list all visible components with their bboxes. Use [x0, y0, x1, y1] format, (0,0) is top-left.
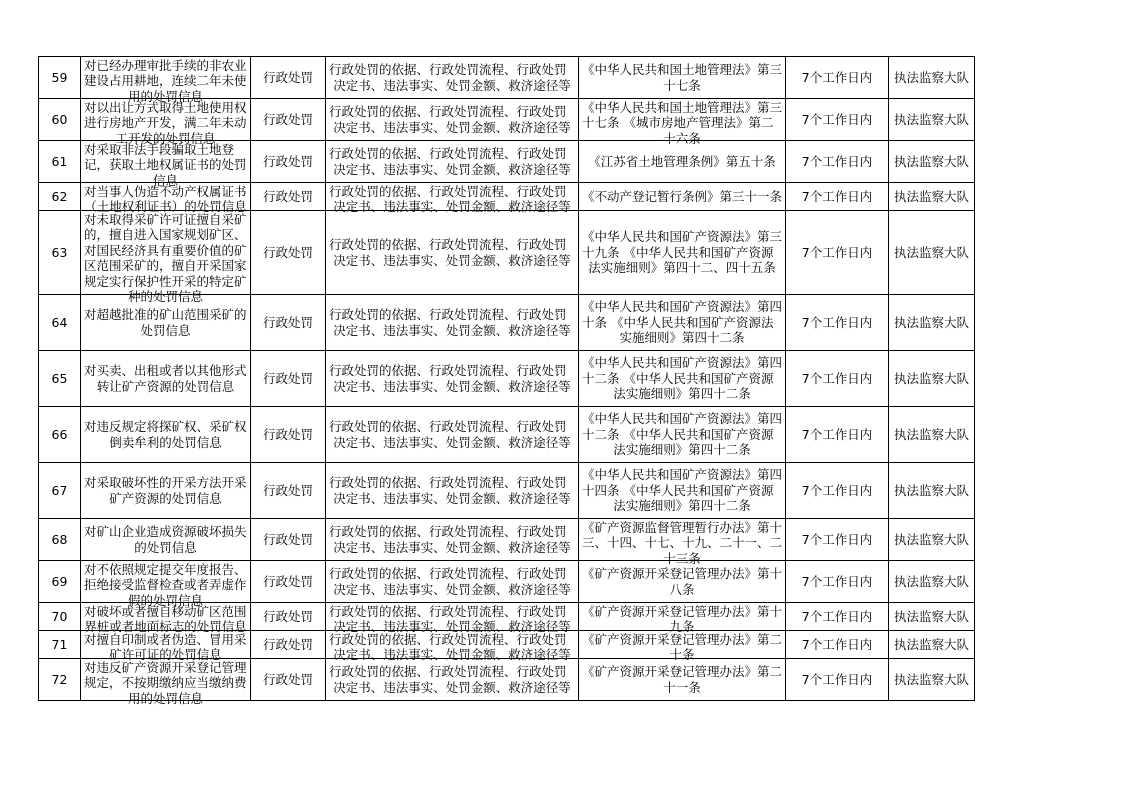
matter-cell	[81, 183, 251, 214]
content-cell-text: 行政处罚的依据、行政处罚流程、行政处罚决定书、违法事实、处罚金额、救济途径等	[329, 475, 571, 506]
deadline-cell-text: 7个工作日内	[801, 188, 873, 204]
row-number-cell	[39, 351, 81, 407]
disclosure-table	[38, 56, 975, 706]
category-cell	[251, 211, 326, 295]
legal-basis-cell-text: 《不动产登记暂行条例》第三十一条	[582, 188, 783, 204]
department-cell-text: 执法监察大队	[893, 426, 969, 442]
content-cell-text: 行政处罚的依据、行政处罚流程、行政处罚决定书、违法事实、处罚金额、救济途径等	[329, 631, 571, 662]
content-cell	[326, 603, 579, 634]
deadline-cell-text: 7个工作日内	[801, 531, 873, 547]
table-row	[39, 141, 975, 183]
deadline-cell	[786, 407, 889, 463]
row-number-cell	[39, 603, 81, 631]
deadline-cell-text: 7个工作日内	[801, 153, 873, 169]
deadline-cell-text: 7个工作日内	[801, 69, 873, 85]
matter-cell	[81, 211, 251, 304]
matter-cell-text: 对不依照规定提交年度报告、拒绝接受监督检查或者弄虚作假的处罚信息	[84, 561, 247, 608]
matter-cell-text: 对违反规定将探矿权、采矿权倒卖牟利的处罚信息	[84, 419, 247, 450]
deadline-cell	[786, 463, 889, 519]
content-cell	[326, 519, 579, 561]
legal-basis-cell-text: 《中华人民共和国土地管理法》第三十七条 《城市房地产管理法》第二十六条	[582, 99, 783, 146]
content-cell-text: 行政处罚的依据、行政处罚流程、行政处罚决定书、违法事实、处罚金额、救济途径等	[329, 566, 571, 597]
category-cell-text: 行政处罚	[262, 153, 313, 169]
legal-basis-cell	[579, 407, 786, 463]
content-cell-text: 行政处罚的依据、行政处罚流程、行政处罚决定书、违法事实、处罚金额、救济途径等	[329, 419, 571, 450]
category-cell-text: 行政处罚	[262, 69, 313, 85]
category-cell	[251, 659, 326, 701]
deadline-cell	[786, 603, 889, 631]
content-cell-text: 行政处罚的依据、行政处罚流程、行政处罚决定书、违法事实、处罚金额、救济途径等	[329, 146, 571, 177]
deadline-cell	[786, 631, 889, 659]
row-number-cell-text: 69	[51, 573, 68, 589]
row-number-cell-text: 63	[51, 244, 68, 260]
category-cell	[251, 141, 326, 183]
department-cell-text: 执法监察大队	[893, 314, 969, 330]
row-number-cell-text: 66	[51, 426, 68, 442]
legal-basis-cell	[579, 561, 786, 603]
department-cell-text: 执法监察大队	[893, 531, 969, 547]
category-cell-text: 行政处罚	[262, 608, 313, 624]
row-number-cell	[39, 407, 81, 463]
row-number-cell	[39, 295, 81, 351]
row-number-cell	[39, 659, 81, 701]
deadline-cell	[786, 561, 889, 603]
content-cell	[326, 211, 579, 295]
content-cell	[326, 183, 579, 214]
legal-basis-cell	[579, 295, 786, 351]
deadline-cell	[786, 659, 889, 701]
content-cell	[326, 631, 579, 662]
category-cell	[251, 463, 326, 519]
legal-basis-cell	[579, 183, 786, 211]
row-number-cell	[39, 99, 81, 141]
category-cell	[251, 99, 326, 141]
legal-basis-cell	[579, 603, 786, 634]
row-number-cell	[39, 631, 81, 659]
category-cell-text: 行政处罚	[262, 370, 313, 386]
matter-cell-text: 对擅自印制或者伪造、冒用采矿许可证的处罚信息	[84, 631, 247, 662]
deadline-cell-text: 7个工作日内	[801, 636, 873, 652]
row-number-cell	[39, 183, 81, 211]
legal-basis-cell	[579, 99, 786, 146]
matter-cell	[81, 57, 251, 104]
content-cell	[326, 407, 579, 463]
category-cell	[251, 631, 326, 659]
category-cell	[251, 519, 326, 561]
content-cell-text: 行政处罚的依据、行政处罚流程、行政处罚决定书、违法事实、处罚金额、救济途径等	[329, 104, 571, 135]
content-cell-text: 行政处罚的依据、行政处罚流程、行政处罚决定书、违法事实、处罚金额、救济途径等	[329, 664, 571, 695]
deadline-cell-text: 7个工作日内	[801, 244, 873, 260]
row-number-cell-text: 68	[51, 531, 68, 547]
category-cell	[251, 183, 326, 211]
content-cell-text: 行政处罚的依据、行政处罚流程、行政处罚决定书、违法事实、处罚金额、救济途径等	[329, 363, 571, 394]
legal-basis-cell	[579, 631, 786, 662]
department-cell-text: 执法监察大队	[893, 370, 969, 386]
category-cell-text: 行政处罚	[262, 573, 313, 589]
department-cell	[889, 99, 975, 141]
department-cell-text: 执法监察大队	[893, 111, 969, 127]
content-cell	[326, 99, 579, 141]
department-cell	[889, 519, 975, 561]
category-cell-text: 行政处罚	[262, 482, 313, 498]
content-cell-text: 行政处罚的依据、行政处罚流程、行政处罚决定书、违法事实、处罚金额、救济途径等	[329, 62, 571, 93]
category-cell-text: 行政处罚	[262, 636, 313, 652]
row-number-cell	[39, 519, 81, 561]
row-number-cell	[39, 141, 81, 183]
row-number-cell	[39, 57, 81, 99]
department-cell	[889, 603, 975, 631]
department-cell-text: 执法监察大队	[893, 573, 969, 589]
matter-cell-text: 对矿山企业造成资源破坏损失的处罚信息	[84, 524, 247, 555]
content-cell	[326, 659, 579, 701]
matter-cell-text: 对超越批准的矿山范围采矿的处罚信息	[84, 307, 247, 338]
row-number-cell-text: 65	[51, 370, 68, 386]
content-cell-text: 行政处罚的依据、行政处罚流程、行政处罚决定书、违法事实、处罚金额、救济途径等	[329, 307, 571, 338]
content-cell-text: 行政处罚的依据、行政处罚流程、行政处罚决定书、违法事实、处罚金额、救济途径等	[329, 524, 571, 555]
department-cell	[889, 659, 975, 701]
matter-cell-text: 对采取非法手段骗取土地登记，获取土地权属证书的处罚信息	[84, 141, 247, 188]
legal-basis-cell-text: 《矿产资源开采登记管理办法》第十九条	[582, 603, 783, 634]
matter-cell	[81, 141, 251, 188]
department-cell-text: 执法监察大队	[893, 188, 969, 204]
deadline-cell	[786, 57, 889, 99]
department-cell	[889, 561, 975, 603]
matter-cell	[81, 99, 251, 146]
legal-basis-cell-text: 《江苏省土地管理条例》第五十条	[588, 153, 776, 169]
legal-basis-cell-text: 《中华人民共和国矿产资源法》第四十四条 《中华人民共和国矿产资源法实施细则》第四十二条	[582, 467, 783, 514]
department-cell-text: 执法监察大队	[893, 153, 969, 169]
department-cell-text: 执法监察大队	[893, 636, 969, 652]
category-cell	[251, 295, 326, 351]
department-cell	[889, 463, 975, 519]
table-row	[39, 211, 975, 295]
content-cell	[326, 141, 579, 183]
row-number-cell-text: 71	[51, 636, 68, 652]
row-number-cell-text: 61	[51, 153, 68, 169]
category-cell-text: 行政处罚	[262, 531, 313, 547]
matter-cell-text: 对买卖、出租或者以其他形式转让矿产资源的处罚信息	[84, 363, 247, 394]
category-cell	[251, 407, 326, 463]
content-cell	[326, 295, 579, 351]
category-cell-text: 行政处罚	[262, 671, 313, 687]
content-cell	[326, 57, 579, 99]
matter-cell	[81, 561, 251, 608]
table-row	[39, 631, 975, 659]
department-cell-text: 执法监察大队	[893, 671, 969, 687]
table-row	[39, 603, 975, 631]
deadline-cell	[786, 183, 889, 211]
content-cell-text: 行政处罚的依据、行政处罚流程、行政处罚决定书、违法事实、处罚金额、救济途径等	[329, 603, 571, 634]
content-cell-text: 行政处罚的依据、行政处罚流程、行政处罚决定书、违法事实、处罚金额、救济途径等	[329, 237, 571, 268]
table-body	[39, 57, 975, 706]
table-row	[39, 407, 975, 463]
deadline-cell-text: 7个工作日内	[801, 314, 873, 330]
row-number-cell-text: 64	[51, 314, 68, 330]
category-cell	[251, 603, 326, 631]
department-cell-text: 执法监察大队	[893, 69, 969, 85]
matter-cell-text: 对未取得采矿许可证擅自采矿的，擅自进入国家规划矿区、对国民经济具有重要价值的矿区范围采矿的，擅自开采国家规定实行保护性开采的特定矿种的处罚信息	[84, 211, 247, 304]
row-number-cell	[39, 211, 81, 295]
legal-basis-cell-text: 《中华人民共和国矿产资源法》第三十九条 《中华人民共和国矿产资源法实施细则》第四十二、四十五条	[582, 229, 783, 276]
legal-basis-cell-text: 《矿产资源开采登记管理办法》第二十条	[582, 631, 783, 662]
deadline-cell	[786, 519, 889, 561]
deadline-cell	[786, 141, 889, 183]
matter-cell	[81, 351, 251, 407]
matter-cell	[81, 519, 251, 561]
legal-basis-cell-text: 《中华人民共和国矿产资源法》第四十条 《中华人民共和国矿产资源法实施细则》第四十二条	[582, 299, 783, 346]
category-cell	[251, 57, 326, 99]
legal-basis-cell	[579, 57, 786, 99]
legal-basis-cell	[579, 519, 786, 566]
table-row	[39, 57, 975, 99]
legal-basis-cell-text: 《矿产资源开采登记管理办法》第二十一条	[582, 664, 783, 695]
row-number-cell-text: 70	[51, 608, 68, 624]
department-cell-text: 执法监察大队	[893, 244, 969, 260]
matter-cell-text: 对已经办理审批手续的非农业建设占用耕地，连续二年未使用的处罚信息	[84, 57, 247, 104]
category-cell	[251, 561, 326, 603]
matter-cell-text: 对破坏或者擅自移动矿区范围界桩或者地面标志的处罚信息	[84, 603, 247, 634]
matter-cell	[81, 603, 251, 634]
deadline-cell-text: 7个工作日内	[801, 671, 873, 687]
matter-cell-text: 对当事人伪造不动产权属证书（土地权利证书）的处罚信息	[84, 183, 247, 214]
content-cell	[326, 561, 579, 603]
deadline-cell	[786, 295, 889, 351]
row-number-cell-text: 72	[51, 671, 68, 687]
department-cell	[889, 211, 975, 295]
legal-basis-cell-text: 《中华人民共和国矿产资源法》第四十二条 《中华人民共和国矿产资源法实施细则》第四十二条	[582, 355, 783, 402]
matter-cell	[81, 631, 251, 662]
legal-basis-cell-text: 《矿产资源开采登记管理办法》第十八条	[582, 566, 783, 597]
deadline-cell-text: 7个工作日内	[801, 370, 873, 386]
category-cell-text: 行政处罚	[262, 188, 313, 204]
row-number-cell-text: 60	[51, 111, 68, 127]
deadline-cell-text: 7个工作日内	[801, 426, 873, 442]
category-cell-text: 行政处罚	[262, 314, 313, 330]
row-number-cell-text: 67	[51, 482, 68, 498]
matter-cell-text: 对以出让方式取得土地使用权进行房地产开发，满二年未动工开发的处罚信息	[84, 99, 247, 146]
legal-basis-cell-text: 《中华人民共和国矿产资源法》第四十二条 《中华人民共和国矿产资源法实施细则》第四十二条	[582, 411, 783, 458]
deadline-cell	[786, 351, 889, 407]
matter-cell	[81, 659, 251, 706]
deadline-cell-text: 7个工作日内	[801, 111, 873, 127]
department-cell	[889, 183, 975, 211]
table-row	[39, 351, 975, 407]
department-cell-text: 执法监察大队	[893, 482, 969, 498]
table-row	[39, 561, 975, 603]
matter-cell	[81, 463, 251, 519]
department-cell	[889, 57, 975, 99]
deadline-cell-text: 7个工作日内	[801, 482, 873, 498]
category-cell-text: 行政处罚	[262, 244, 313, 260]
table-row	[39, 183, 975, 211]
table-row	[39, 519, 975, 561]
deadline-cell	[786, 211, 889, 295]
department-cell	[889, 351, 975, 407]
department-cell	[889, 141, 975, 183]
department-cell	[889, 295, 975, 351]
row-number-cell	[39, 463, 81, 519]
matter-cell	[81, 407, 251, 463]
legal-basis-cell-text: 《中华人民共和国土地管理法》第三十七条	[582, 62, 783, 93]
table-row	[39, 99, 975, 141]
category-cell-text: 行政处罚	[262, 426, 313, 442]
legal-basis-cell-text: 《矿产资源监督管理暂行办法》第十三、十四、十七、十九、二十一、二十三条	[582, 519, 783, 566]
table-row	[39, 463, 975, 519]
row-number-cell-text: 59	[51, 69, 68, 85]
legal-basis-cell	[579, 659, 786, 701]
matter-cell-text: 对违反矿产资源开采登记管理规定，不按期缴纳应当缴纳费用的处罚信息	[84, 659, 247, 706]
matter-cell-text: 对采取破坏性的开采方法开采矿产资源的处罚信息	[84, 475, 247, 506]
content-cell-text: 行政处罚的依据、行政处罚流程、行政处罚决定书、违法事实、处罚金额、救济途径等	[329, 183, 571, 214]
legal-basis-cell	[579, 211, 786, 295]
category-cell	[251, 351, 326, 407]
content-cell	[326, 351, 579, 407]
category-cell-text: 行政处罚	[262, 111, 313, 127]
content-cell	[326, 463, 579, 519]
row-number-cell	[39, 561, 81, 603]
legal-basis-cell	[579, 351, 786, 407]
department-cell-text: 执法监察大队	[893, 608, 969, 624]
legal-basis-cell	[579, 463, 786, 519]
legal-basis-cell	[579, 141, 786, 183]
department-cell	[889, 631, 975, 659]
deadline-cell-text: 7个工作日内	[801, 608, 873, 624]
table-row	[39, 659, 975, 701]
deadline-cell	[786, 99, 889, 141]
deadline-cell-text: 7个工作日内	[801, 573, 873, 589]
row-number-cell-text: 62	[51, 188, 68, 204]
department-cell	[889, 407, 975, 463]
